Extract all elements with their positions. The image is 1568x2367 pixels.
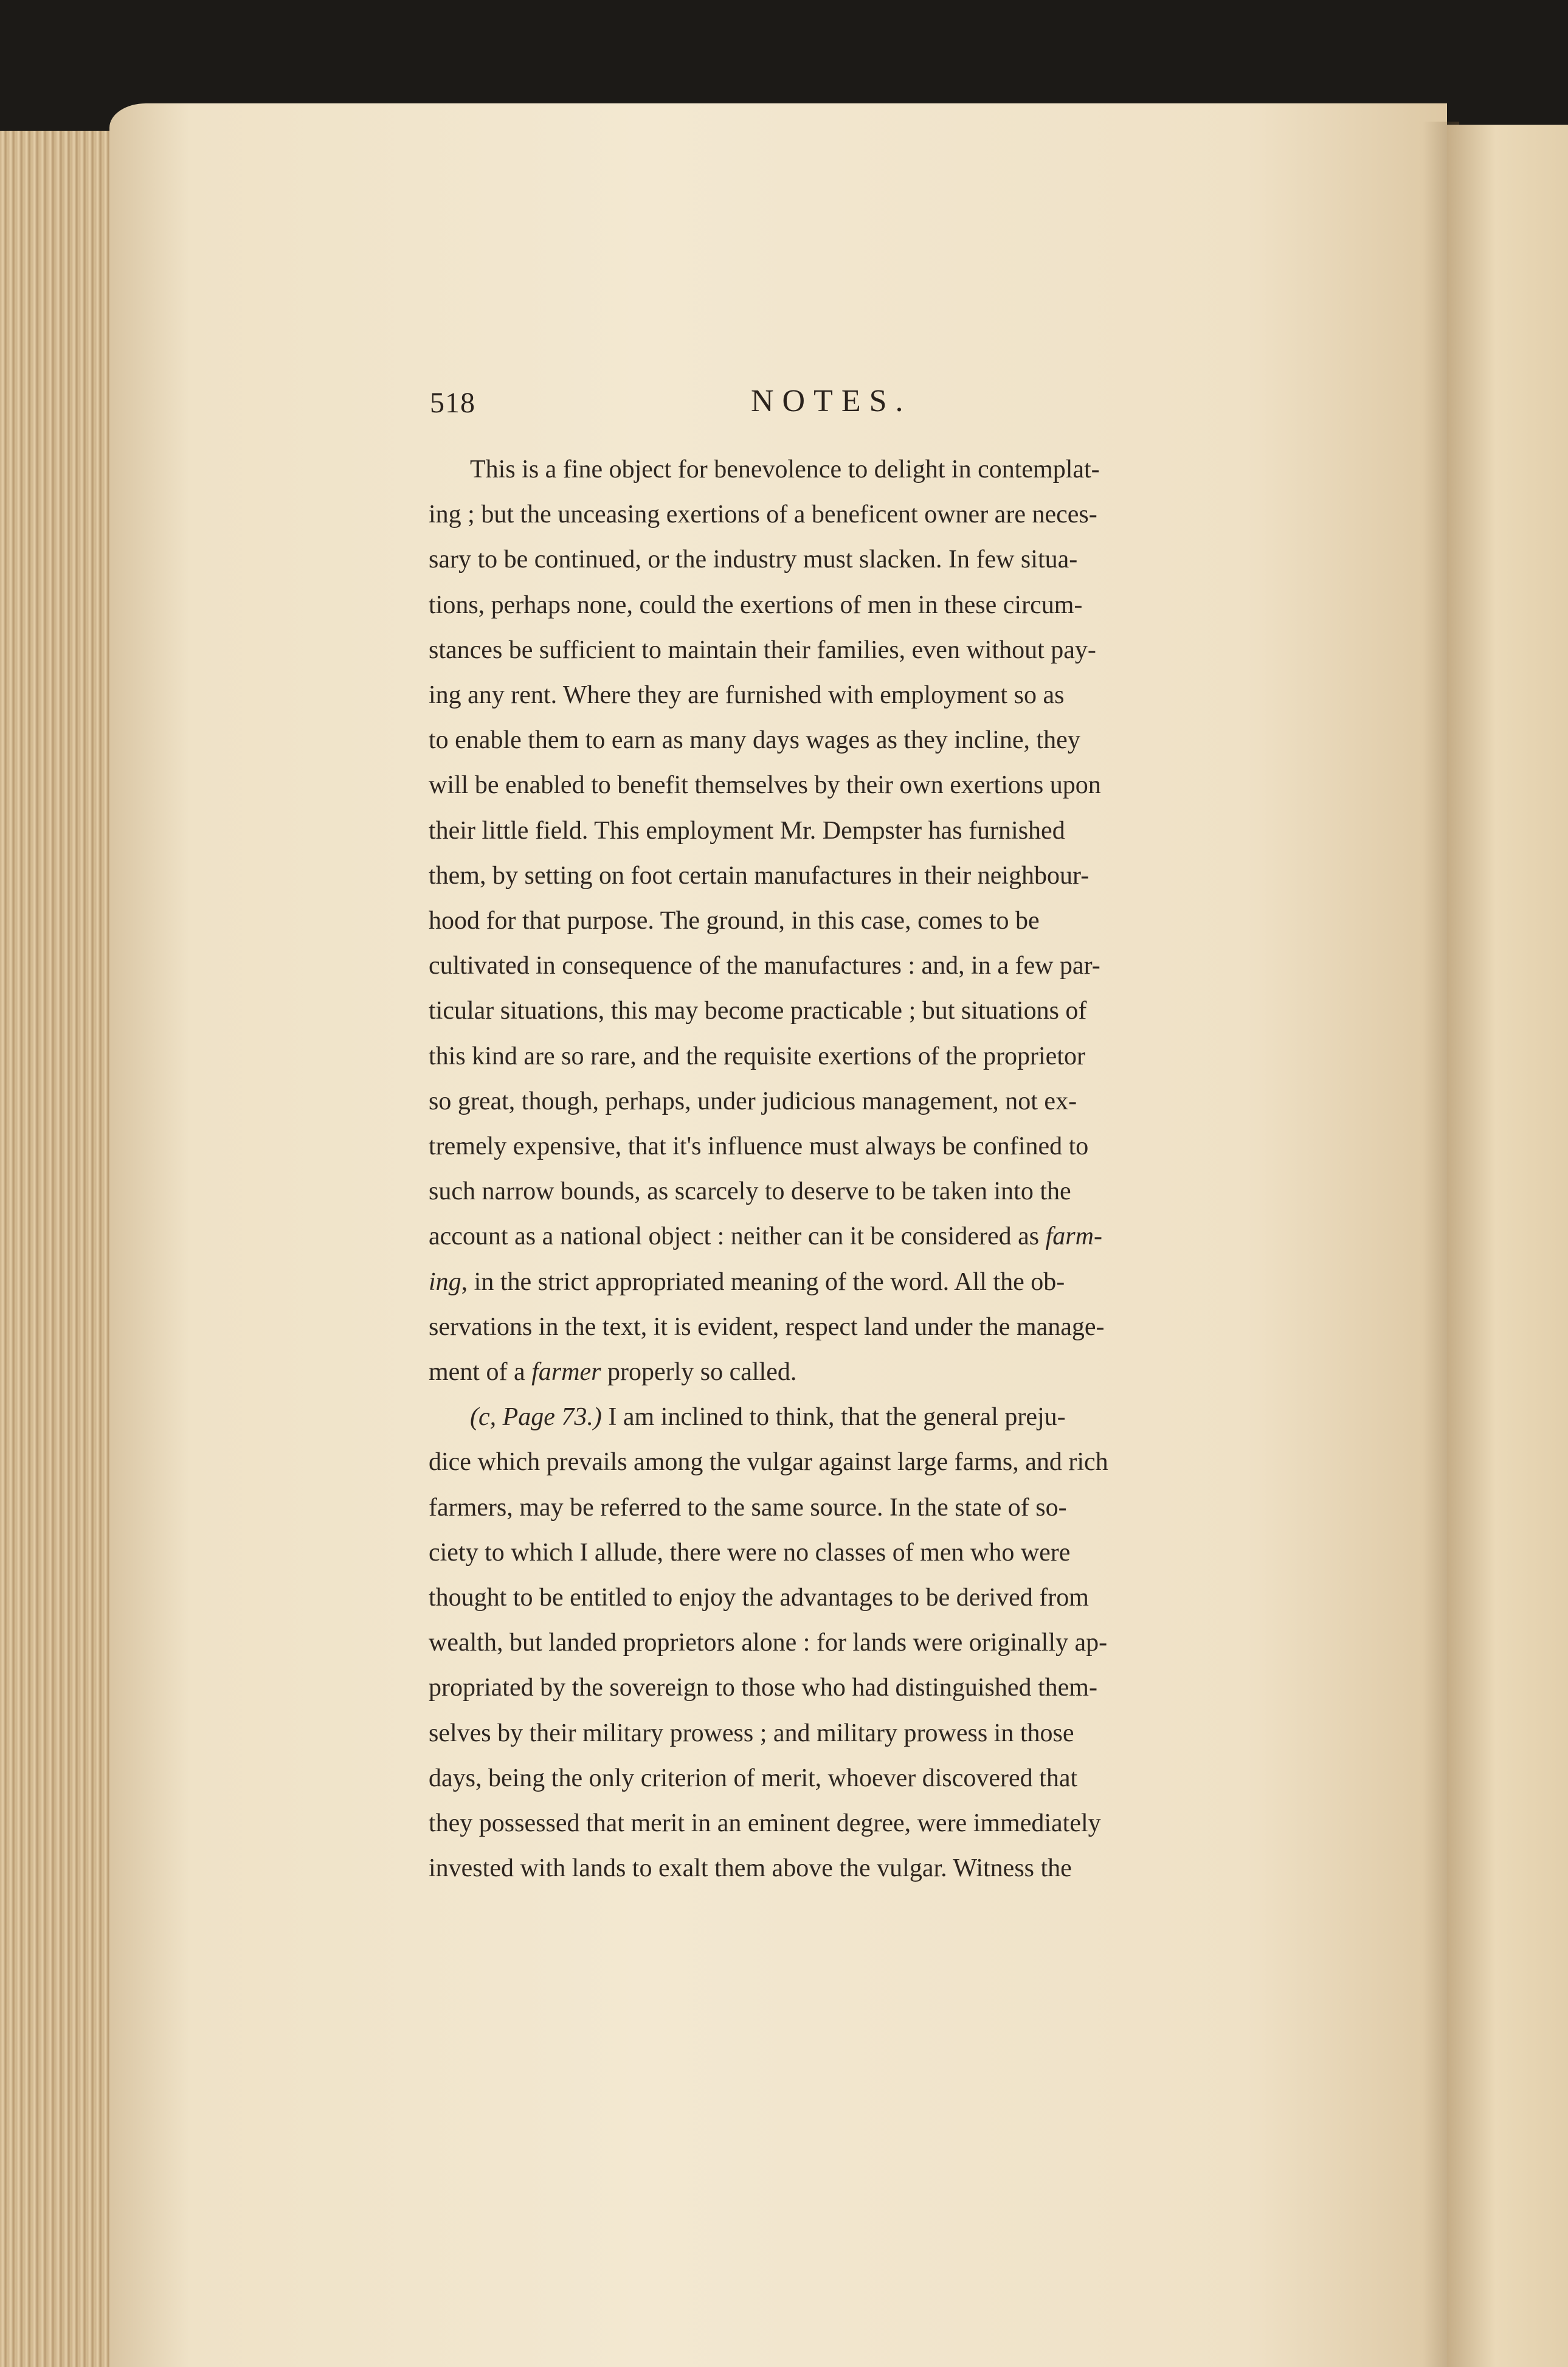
text-line: tions, perhaps none, could the exertions of men in these circum-: [429, 591, 1083, 619]
text-line: sary to be continued, or the industry must slacken. In few situa-: [429, 546, 1078, 574]
text-line: their little field. This employment Mr. Dempster has furnished: [429, 816, 1065, 845]
text-line: will be enabled to benefit themselves by their own exertions upon: [429, 771, 1101, 800]
text-line: tremely expensive, that it's influence must always be confined to: [429, 1132, 1089, 1161]
text-line: propriated by the sovereign to those who had distinguished them-: [429, 1674, 1097, 1702]
text-line: ticular situations, this may become practicable ; but situations of: [429, 997, 1087, 1025]
running-title: NOTES.: [751, 384, 912, 418]
text-line: ing any rent. Where they are furnished with employment so as: [429, 681, 1065, 710]
page-number: 518: [430, 387, 475, 419]
text-line: cultivated in consequence of the manufactures : and, in a few par-: [429, 952, 1100, 980]
text-line: (c, Page 73.) I am inclined to think, that the general preju-: [470, 1403, 1066, 1432]
book-page-edges: [0, 131, 116, 2367]
text-line: days, being the only criterion of merit, whoever discovered that: [429, 1764, 1078, 1792]
text-line: this kind are so rare, and the requisite exertions of the proprietor: [429, 1042, 1085, 1070]
note-reference: (c, Page 73.): [470, 1403, 602, 1432]
text-line: dice which prevails among the vulgar against large farms, and rich: [429, 1448, 1108, 1477]
text-line: farmers, may be referred to the same source. In the state of so-: [429, 1493, 1067, 1522]
running-head: [429, 380, 1262, 447]
italic-text: farm-: [1045, 1222, 1102, 1251]
text-line: hood for that purpose. The ground, in this case, comes to be: [429, 907, 1040, 935]
text-line: thought to be entitled to enjoy the advantages to be derived from: [429, 1584, 1089, 1612]
text-line: to enable them to earn as many days wages as they incline, they: [429, 726, 1080, 755]
text-line: ing ; but the unceasing exertions of a beneficent owner are neces-: [429, 501, 1097, 529]
text-line: servations in the text, it is evident, respect land under the manage-: [429, 1312, 1105, 1341]
paragraph: [429, 447, 1262, 1395]
italic-text: ing: [429, 1267, 461, 1296]
text-line: ciety to which I allude, there were no classes of men who were: [429, 1538, 1071, 1567]
text-line: ment of a farmer properly so called.: [429, 1358, 797, 1387]
text-line: invested with lands to exalt them above the vulgar. Witness the: [429, 1854, 1072, 1883]
text-line: they possessed that merit in an eminent degree, were immediately: [429, 1809, 1101, 1838]
text-line: wealth, but landed proprietors alone : for lands were originally ap-: [429, 1629, 1108, 1657]
text-line: stances be sufficient to maintain their families, even without pay-: [429, 636, 1096, 664]
text-line: them, by setting on foot certain manufactures in their neighbour-: [429, 861, 1090, 890]
text-line: This is a fine object for benevolence to delight in contemplat-: [470, 456, 1100, 483]
text-line: account as a national object : neither can it be considered as farm-: [429, 1222, 1102, 1251]
facing-page-edge: [1447, 125, 1568, 2367]
italic-text: farmer: [531, 1358, 601, 1387]
text-line: so great, though, perhaps, under judicious management, not ex-: [429, 1087, 1077, 1115]
text-line: selves by their military prowess ; and military prowess in those: [429, 1719, 1074, 1747]
text-line: ing, in the strict appropriated meaning of the word. All the ob-: [429, 1267, 1065, 1296]
page-text-block: [429, 380, 1262, 1937]
paragraph: [429, 1395, 1262, 1891]
text-line: such narrow bounds, as scarcely to deserve to be taken into the: [429, 1177, 1071, 1206]
